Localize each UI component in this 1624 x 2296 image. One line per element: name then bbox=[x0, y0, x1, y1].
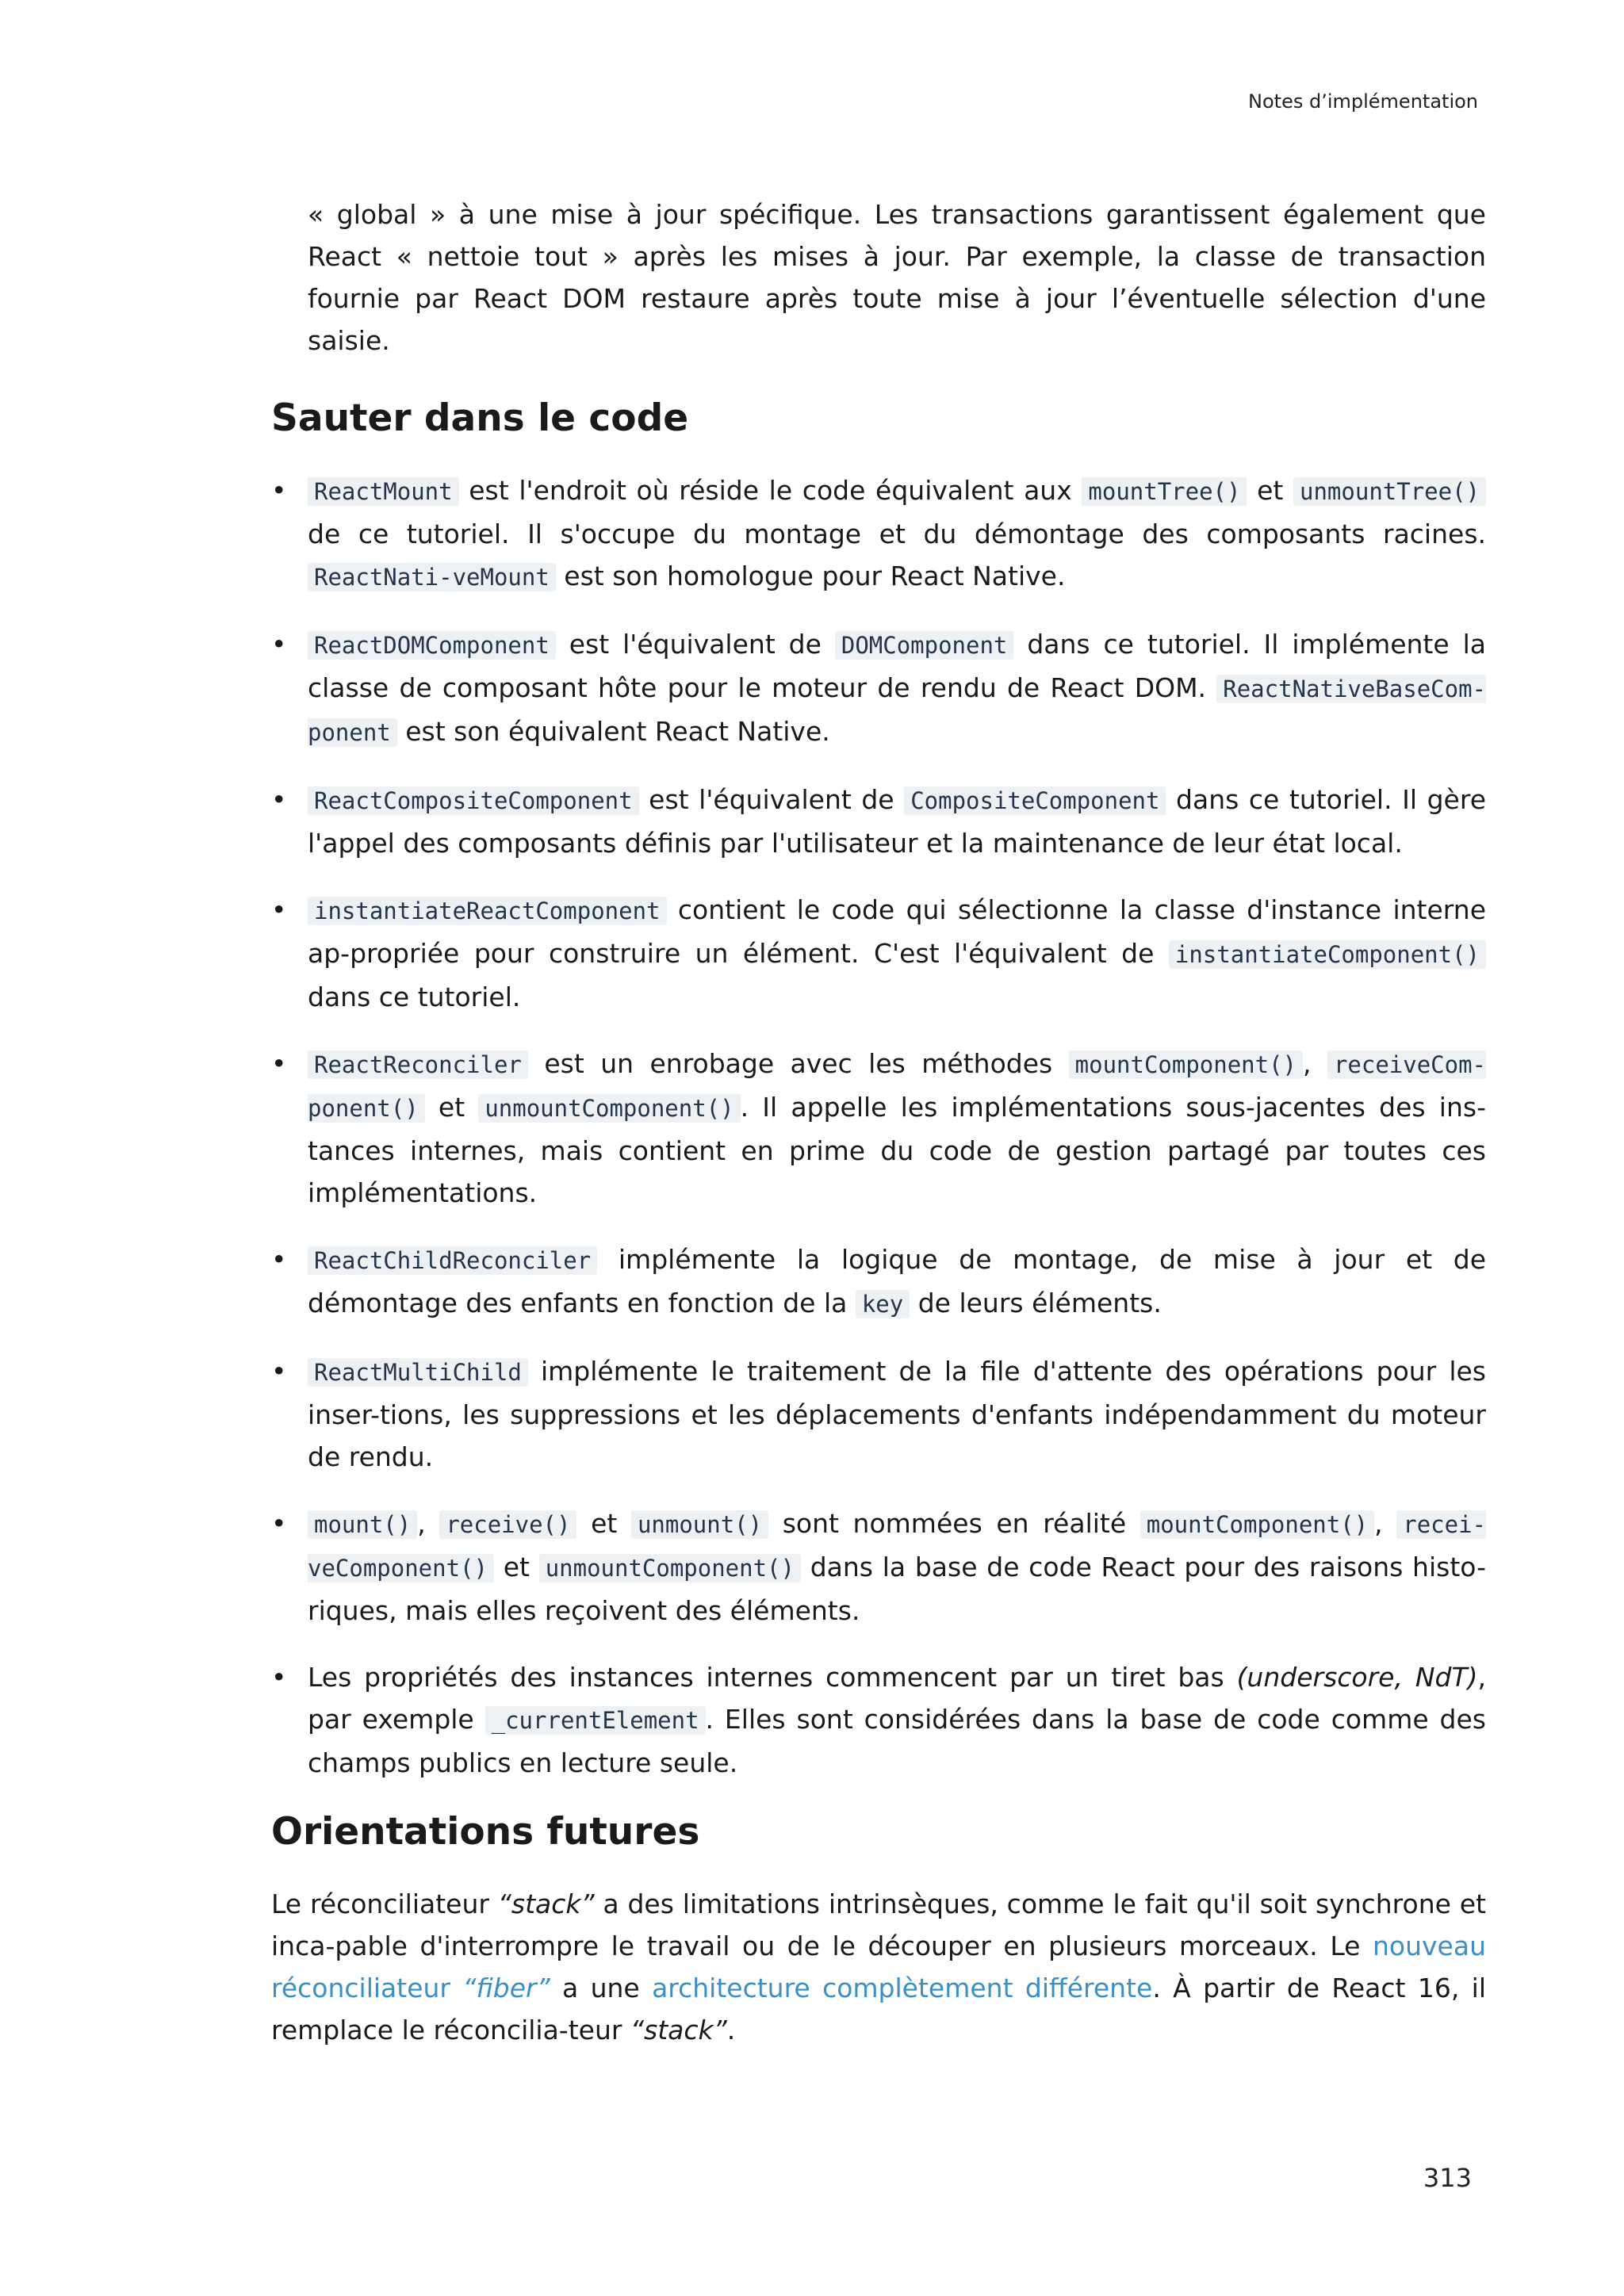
code-domcomponent: DOMComponent bbox=[835, 631, 1014, 660]
code-reactchildreconciler: ReactChildReconciler bbox=[308, 1246, 597, 1275]
section-heading-jump-into-code: Sauter dans le code bbox=[271, 396, 689, 440]
list-item: • ReactMount est l'endroit où réside le code équivalent aux mountTree() et unmountTree() de ce tutoriel. Il s'occupe du montage et du démontage des composants racines. ReactNati-veMount est son homologue pour React Native. bbox=[271, 469, 1486, 599]
list-item: • mount() , receive() et unmount() sont nommées en réalité mountComponent() , recei-veComponent() et unmountComponent() dans la base de code React pour des raisons histo-riques, mais elles reçoivent des éléments. bbox=[271, 1502, 1486, 1632]
code-unmountcomponent: unmountComponent() bbox=[478, 1094, 740, 1123]
code-unmountcomponent: unmountComponent() bbox=[539, 1554, 801, 1582]
running-header: Notes d’implémentation bbox=[1248, 90, 1478, 113]
code-mountcomponent: mountComponent() bbox=[1140, 1510, 1374, 1539]
list-item: • ReactDOMComponent est l'équivalent de DOMComponent dans ce tutoriel. Il implémente la classe de composant hôte pour le moteur de rendu de React DOM. ReactNativeBaseCom-ponent est son équivalent React Native. bbox=[271, 623, 1486, 754]
code-unmount: unmount() bbox=[631, 1510, 768, 1539]
list-item: • instantiateReactComponent contient le code qui sélectionne la classe d'instance interne ap-propriée pour construire un élément. C'est l'équivalent de instantiateComponent() dans ce tutoriel. bbox=[271, 889, 1486, 1018]
code-mounttree: mountTree() bbox=[1082, 477, 1247, 506]
code-receivecomponent: receiveCom-ponent() bbox=[308, 1051, 1486, 1122]
architecture-link[interactable]: architecture complètement différente bbox=[652, 1973, 1153, 2003]
list-item: • ReactChildReconciler implémente la logique de montage, de mise à jour et de démontage des enfants en fonction de la key de leurs éléments. bbox=[271, 1238, 1486, 1326]
code-reactreconciler: ReactReconciler bbox=[308, 1050, 528, 1079]
code-receive: receive() bbox=[439, 1510, 576, 1539]
code-currentelement: _currentElement bbox=[485, 1706, 706, 1735]
section-heading-future-directions: Orientations futures bbox=[271, 1810, 700, 1854]
code-unmounttree: unmountTree() bbox=[1293, 477, 1486, 506]
code-reactnativemount: ReactNati-veMount bbox=[308, 563, 556, 591]
intro-paragraph: « global » à une mise à jour spécifique. Les transactions garantissent également que React « nettoie tout » après les mises à jour. Par exemple, la classe de transaction fournie par React DOM restaure après toute mise à jour l’éventuelle sélection d'une saisie. bbox=[308, 199, 1486, 356]
page-number: 313 bbox=[1423, 2163, 1472, 2193]
code-mountcomponent: mountComponent() bbox=[1069, 1050, 1303, 1079]
code-instantiatereactcomponent: instantiateReactComponent bbox=[308, 897, 667, 925]
list-item: • ReactReconciler est un enrobage avec les méthodes mountComponent() , receiveCom-ponent() et unmountComponent() . Il appelle les implémentations sous-jacentes des ins-tances internes, mais contient en prime du code de gestion partagé par toutes ces implémentations. bbox=[271, 1043, 1486, 1214]
fiber-reconciler-link[interactable]: nouveau réconciliateur “fiber” bbox=[271, 1931, 1486, 2003]
code-mount: mount() bbox=[308, 1510, 417, 1539]
list-item: • ReactCompositeComponent est l'équivalent de CompositeComponent dans ce tutoriel. Il gère l'appel des composants définis par l'utilisateur et la maintenance de leur état local. bbox=[271, 779, 1486, 864]
code-reactmultichild: ReactMultiChild bbox=[308, 1358, 528, 1387]
code-compositecomponent: CompositeComponent bbox=[904, 786, 1166, 815]
list-item: • ReactMultiChild implémente le traitement de la file d'attente des opérations pour les inser-tions, les suppressions et les déplacements d'enfants indépendamment du moteur de rendu. bbox=[271, 1350, 1486, 1478]
code-reactmount: ReactMount bbox=[308, 477, 459, 506]
code-module-list bbox=[271, 469, 1486, 1784]
code-reactcompositecomponent: ReactCompositeComponent bbox=[308, 786, 639, 815]
code-receivecomponent: recei-veComponent() bbox=[308, 1511, 1486, 1582]
page-content bbox=[271, 193, 1486, 2051]
future-directions-paragraph: Le réconciliateur “stack” a des limitations intrinsèques, comme le fait qu'il soit synchrone et inca-pable d'interrompre le travail ou de le découper en plusieurs morceaux. Le nouveau réconciliateur “fiber” a une architecture complètement différente. À partir de React 16, il remplace le réconcilia-teur “stack”. bbox=[271, 1888, 1486, 2045]
code-reactnativebasecomponent: ReactNativeBaseCom-ponent bbox=[308, 675, 1486, 746]
code-reactdomcomponent: ReactDOMComponent bbox=[308, 631, 556, 660]
code-instantiatecomponent: instantiateComponent() bbox=[1169, 940, 1486, 969]
list-item: • Les propriétés des instances internes commencent par un tiret bas (underscore, NdT), par exemple _currentElement . Elles sont considérées dans la base de code comme des champs publics en lecture seule. bbox=[271, 1656, 1486, 1784]
code-key: key bbox=[856, 1290, 910, 1318]
